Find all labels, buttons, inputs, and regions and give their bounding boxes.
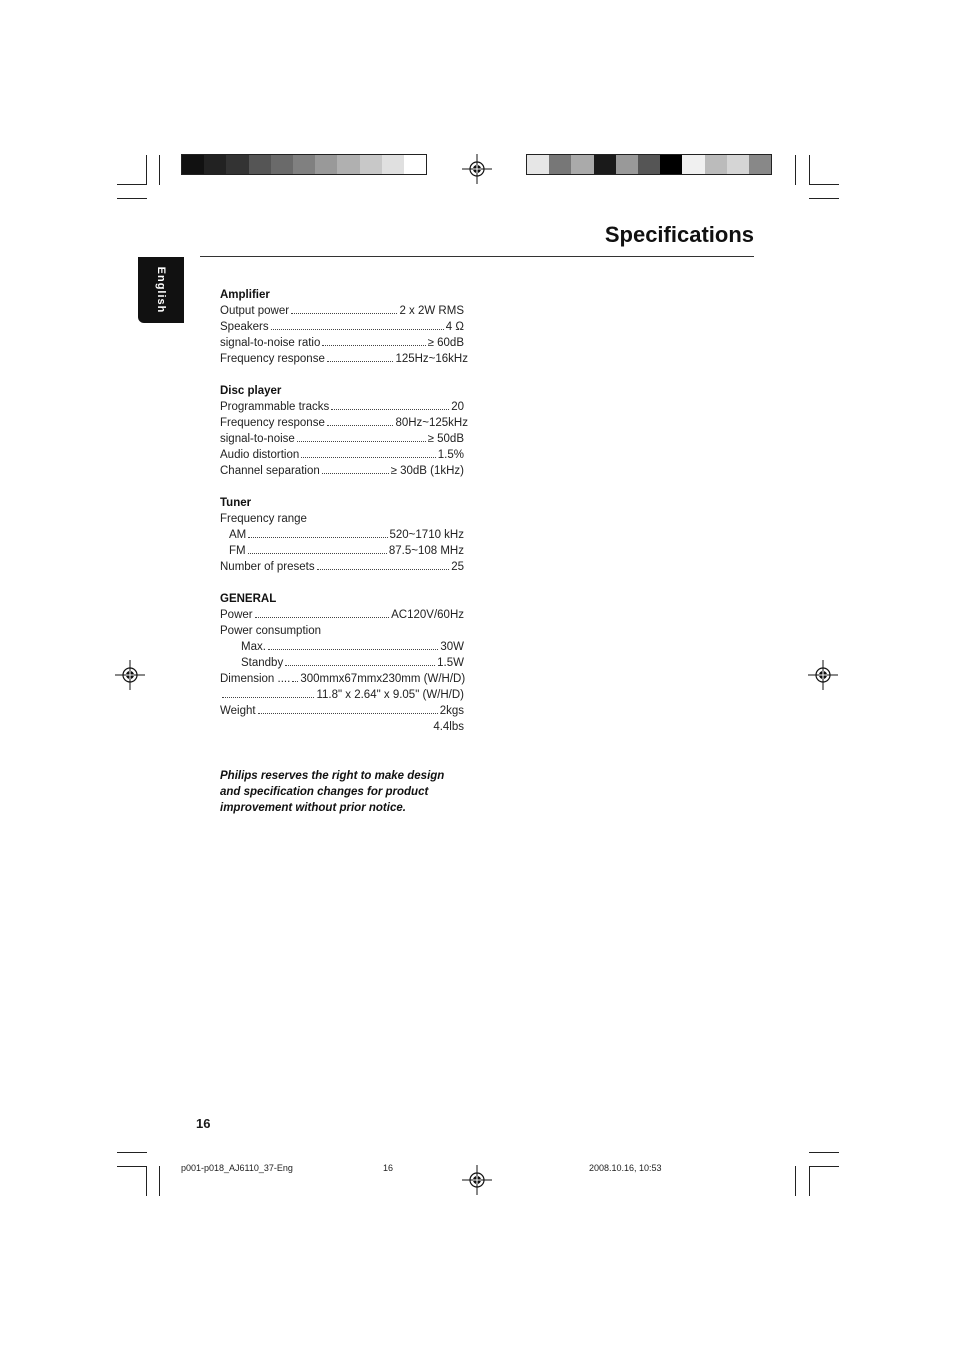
footer-page: 16: [383, 1163, 394, 1173]
dot-leader: [331, 409, 449, 410]
color-swatch: [727, 155, 749, 174]
color-swatch: [705, 155, 727, 174]
spec-row: [220, 319, 468, 335]
dot-leader: [301, 457, 436, 458]
spec-section: [220, 495, 468, 575]
language-tab-label: English: [155, 266, 167, 314]
spec-label: Programmable tracks: [220, 401, 330, 413]
crop-mark: [809, 1166, 810, 1196]
dot-leader: [322, 345, 425, 346]
registration-mark-icon: [462, 154, 492, 184]
crop-mark: [809, 198, 839, 199]
dot-leader: [327, 361, 394, 362]
crop-mark: [809, 155, 810, 185]
dot-leader: [291, 313, 397, 314]
dot-leader: [222, 697, 314, 698]
spec-label: Frequency response: [220, 417, 325, 429]
crop-mark: [117, 198, 147, 199]
spec-label: Max.: [241, 641, 266, 653]
title-divider: [200, 256, 754, 257]
crop-mark: [146, 1166, 147, 1196]
color-swatch: [404, 155, 426, 174]
spec-row: [220, 623, 468, 639]
color-swatch: [682, 155, 704, 174]
color-swatch: [571, 155, 593, 174]
dot-leader: [322, 473, 389, 474]
spec-row: [220, 511, 468, 527]
spec-label: Power consumption: [220, 625, 321, 637]
spec-value: 80Hz~125kHz: [395, 417, 468, 429]
dot-leader: [248, 537, 387, 538]
spec-label: Frequency range: [220, 513, 307, 525]
color-swatch: [749, 155, 771, 174]
spec-value: 4 Ω: [445, 321, 464, 333]
spec-label: Dimension ....: [220, 673, 291, 685]
crop-mark: [795, 1166, 796, 1196]
dot-leader: [317, 569, 450, 570]
color-calibration-bar-left: [181, 154, 427, 175]
crop-mark: [809, 1152, 839, 1153]
color-swatch: [382, 155, 404, 174]
spec-value: 87.5~108 MHz: [388, 545, 464, 557]
spec-section: [220, 591, 468, 735]
spec-value: 4.4lbs: [433, 721, 464, 733]
registration-mark-icon: [808, 660, 838, 690]
spec-row: [220, 543, 468, 559]
spec-row: [220, 447, 468, 463]
color-swatch: [293, 155, 315, 174]
crop-mark: [159, 1166, 160, 1196]
spec-row: [220, 415, 468, 431]
spec-label: Speakers: [220, 321, 269, 333]
registration-mark-icon: [462, 1165, 492, 1195]
spec-label: Power: [220, 609, 253, 621]
spec-row: [220, 655, 468, 671]
spec-section: [220, 383, 468, 479]
spec-row: [220, 431, 468, 447]
footer-date: 2008.10.16, 10:53: [589, 1163, 662, 1173]
spec-label: FM: [229, 545, 246, 557]
spec-row: [220, 399, 468, 415]
dot-leader: [248, 553, 387, 554]
color-calibration-bar-right: [526, 154, 772, 175]
color-swatch: [182, 155, 204, 174]
footer-file-name: p001-p018_AJ6110_37-Eng: [181, 1163, 293, 1173]
spec-section: [220, 287, 468, 367]
spec-label: Weight: [220, 705, 256, 717]
spec-label: Channel separation: [220, 465, 320, 477]
spec-row: [220, 527, 468, 543]
spec-row: [220, 351, 468, 367]
spec-row: [220, 687, 468, 703]
crop-mark: [809, 1166, 839, 1167]
dot-leader: [285, 665, 435, 666]
color-swatch: [638, 155, 660, 174]
dot-leader: [271, 329, 444, 330]
dot-leader: [268, 649, 438, 650]
spec-value: 25: [451, 561, 464, 573]
crop-mark: [117, 1166, 147, 1167]
spec-label: Output power: [220, 305, 290, 317]
spec-value: 520~1710 kHz: [389, 529, 464, 541]
spec-value: 300mmx67mmx230mm (W/H/D): [300, 673, 466, 685]
spec-section-title: Tuner: [220, 497, 252, 509]
page-number: 16: [196, 1116, 211, 1131]
crop-mark: [117, 1152, 147, 1153]
page-title: Specifications: [604, 222, 754, 247]
color-swatch: [616, 155, 638, 174]
crop-mark: [795, 155, 796, 185]
color-swatch: [549, 155, 571, 174]
spec-value: AC120V/60Hz: [391, 609, 464, 621]
color-swatch: [315, 155, 337, 174]
spec-row: [220, 303, 468, 319]
color-swatch: [337, 155, 359, 174]
spec-value: 11.8" x 2.64" x 9.05" (W/H/D): [316, 689, 464, 701]
spec-value: ≥ 60dB: [427, 337, 464, 349]
color-swatch: [660, 155, 682, 174]
color-swatch: [249, 155, 271, 174]
spec-label: Standby: [241, 657, 284, 669]
spec-value: 1.5%: [437, 449, 464, 461]
spec-value: 2kgs: [439, 705, 464, 717]
spec-value: 1.5W: [437, 657, 464, 669]
color-swatch: [204, 155, 226, 174]
spec-row: [220, 607, 468, 623]
color-swatch: [271, 155, 293, 174]
spec-label: Frequency response: [220, 353, 325, 365]
spec-label: signal-to-noise ratio: [220, 337, 321, 349]
crop-mark: [159, 155, 160, 185]
dot-leader: [297, 441, 426, 442]
disclaimer-text: Philips reserves the right to make design and specification changes for product improvement without prior notice.: [220, 770, 445, 814]
spec-row: [220, 719, 468, 735]
spec-value: 30W: [440, 641, 464, 653]
color-swatch: [594, 155, 616, 174]
color-swatch: [527, 155, 549, 174]
color-swatch: [360, 155, 382, 174]
spec-label: signal-to-noise: [220, 433, 295, 445]
crop-mark: [146, 155, 147, 185]
crop-mark: [117, 184, 147, 185]
spec-row: [220, 559, 468, 575]
spec-row: [220, 463, 468, 479]
spec-value: 20: [451, 401, 464, 413]
spec-value: ≥ 50dB: [427, 433, 464, 445]
spec-row: [220, 335, 468, 351]
spec-row: [220, 671, 468, 687]
spec-section-title: Disc player: [220, 385, 282, 397]
spec-row: [220, 639, 468, 655]
dot-leader: [255, 617, 390, 618]
color-swatch: [226, 155, 248, 174]
spec-value: 2 x 2W RMS: [399, 305, 464, 317]
spec-label: Audio distortion: [220, 449, 300, 461]
spec-section-title: Amplifier: [220, 289, 270, 301]
crop-mark: [809, 184, 839, 185]
dot-leader: [292, 681, 298, 682]
dot-leader: [327, 425, 394, 426]
spec-value: 125Hz~16kHz: [395, 353, 468, 365]
specifications-list: [220, 287, 468, 751]
spec-label: Number of presets: [220, 561, 315, 573]
spec-row: [220, 703, 468, 719]
spec-value: ≥ 30dB (1kHz): [390, 465, 464, 477]
spec-label: AM: [229, 529, 247, 541]
registration-mark-icon: [115, 660, 145, 690]
dot-leader: [258, 713, 438, 714]
spec-section-title: GENERAL: [220, 593, 277, 605]
